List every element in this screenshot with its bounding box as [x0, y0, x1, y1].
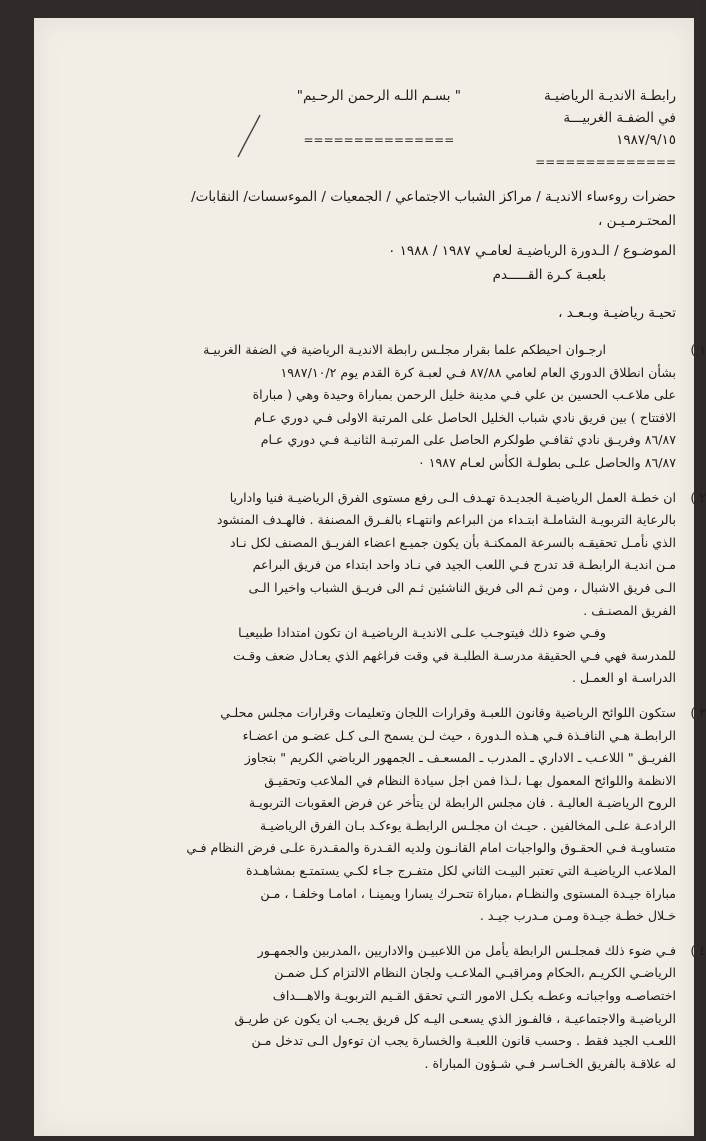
basmala-rule: =============== [303, 133, 455, 147]
addressee-honorific: المحتـرمـيـن ، [597, 213, 676, 229]
header-rule: ============== [535, 155, 676, 169]
text-line: الرابطـة هـي النافـذة فـي هـذه الـدورة ، حيث لـن يسمح الـى كـل عضـو من اعضـاء [242, 727, 676, 743]
text-line: الـى فريق الاشبال ، ومن ثـم الى فريق الناشئين ثـم الى فريـق الشباب واخيرا الـى [248, 579, 676, 595]
text-line: فـي ضوء ذلك فمجلـس الرابطة يأمل من اللاعبيـن والاداريين ،المدربين والجمهـور [257, 942, 676, 958]
organization-region: في الضفـة الغربيـــة [563, 110, 676, 126]
paragraph-number: ٢ ) [690, 489, 706, 505]
text-line: ٨٦/٨٧ وفريـق نادي ثقافـي طولكرم الحاصل على المرتبـة الثانيـة فـي دوري عـام [260, 432, 676, 448]
text-line: للمدرسة فهي فـي الحقيقة مدرسـة الطلبـة في وقت فراغهم الذي يعـادل ضعف وقـت [233, 647, 676, 663]
letter-date: ١٩٨٧/٩/١٥ [616, 132, 676, 148]
paragraph-3 [56, 702, 706, 928]
text-line: الفريق المصنـف . [583, 602, 676, 618]
text-line: ٨٦/٨٧ والحاصل علـى بطولـة الكأس لعـام ١٩٨٧ ٠ [417, 454, 676, 470]
basmala: " بسـم اللـه الرحمن الرحـيم" [296, 88, 461, 104]
pen-mark [234, 113, 264, 159]
text-line: ان خطـة العمل الرياضيـة الجديـدة تهـدف الـى رفع مستوى الفرق الرياضيـة فنيا واداريا [229, 489, 676, 505]
text-line: الملاعب الرياضيـة التي تعتبر البيـت الثاني لكل متفـرج جـاء لكـي يستمتـع بمشاهـدة [246, 863, 676, 879]
paragraph-number: ٣ ) [690, 704, 706, 720]
text-line: الروح الرياضيـة العاليـة . فان مجلس الرابطة لن يتأخر عن فرض العقوبات التربويـة [248, 795, 676, 811]
letter-body [56, 73, 706, 1075]
basmala-block [297, 85, 461, 151]
subject-line: الموضـوع / الـدورة الرياضيـة لعامـي ١٩٨٧ / ١٩٨٨ ٠ [388, 243, 676, 259]
paragraph-4 [56, 940, 706, 1076]
paragraph-number: ٤ ) [690, 942, 706, 958]
paragraph-1 [56, 339, 706, 475]
text-line: الانظمة واللوائح المعمول بهـا ،لـذا فمن اجل سيادة النظام في الملاعب وتحقيـق [264, 772, 676, 788]
text-line: الرياضـي الكريـم ،الحكام ومراقبـي الملاعـب ولجان النظام الالتزام كـل ضمـن [274, 965, 676, 981]
text-line: متساويـة فـي الحقـوق والواجبات امام القانـون ولديه القـدرة والمقـدرة علـى فرض النظام فـي [186, 840, 676, 856]
subject [56, 239, 676, 287]
text-line: الفريـق " اللاعـب ـ الاداري ـ المدرب ـ المسعـف ـ الجمهور الرياضي الكريم " بتجاوز [244, 750, 676, 766]
paragraph-2 [56, 487, 706, 690]
text-line: خـلال خطـة جيـدة ومـن مـدرب جيـد . [479, 908, 676, 924]
organization-block [535, 85, 676, 173]
organization-name: رابطـة الانديـة الرياضيـة [543, 88, 676, 104]
addressee-line: حضرات روءساء الانديـة / مراكز الشباب الاجتماعي / الجمعيات / الموءسسات/ النقابات/ [191, 189, 676, 205]
text-line: الرادعـة علـى المخالفين . حيـث ان مجلـس الرابطـة يوءكـد بـان الفرق الرياضيـة [259, 817, 676, 833]
text-line: الافتتاح ) بين فريق نادي شباب الخليل الحاصل على المرتبة الاولى فـي دوري عـام [253, 409, 676, 425]
addressee [56, 185, 676, 233]
text-line: الدراسـة او العمـل . [571, 670, 676, 686]
text-line: ارجـوان احيطكم علما بقرار مجلـس رابطة الانديـة الرياضية في الضفة الغربيـة [203, 342, 606, 357]
text-line: ستكون اللوائح الرياضية وقانون اللعبـة وقرارات اللجان وتعليمات وقرارات مجلس محلـي [220, 704, 676, 720]
text-line: بشأن انطلاق الدوري العام لعامي ٨٧/٨٨ فـي لعبـة كرة القدم يوم ١٩٨٧/١٠/٢ [280, 364, 676, 380]
text-line: اللعـب الجيد فقط . وحسب قانون اللعبـة والخسارة يجب ان توءول الـى تدخل مـن [251, 1033, 676, 1049]
text-line: وفـي ضوء ذلك فيتوجـب علـى الانديـة الرياضيـة ان تكون امتدادا طبيعيـا [238, 625, 606, 641]
text-line: اختصاصـه وواجباتـه وعطـه بكـل الامور التـي تحقق القـيم التربويـة والاهـــداف [272, 988, 676, 1004]
text-line: الذي نأمـل تحقيقـه بالسرعة الممكنـة بأن يكون جميـع اعضاء الفريـق المصنف لكل نـاد [230, 534, 676, 550]
subject-sport: بلعبـة كـرة القـــــدم [492, 267, 606, 283]
text-line: الرياضيـة والاجتماعيـة ، فالفـوز الذي يسعـى اليـه كل فريق يجـب ان يكون عن طريـق [234, 1010, 676, 1026]
paragraph-number: ١ ) [690, 342, 706, 357]
letter-header [56, 73, 676, 183]
document-page [34, 18, 706, 1136]
text-line: له علاقـة بالفريق الخـاسـر فـي شـؤون المباراة . [424, 1055, 676, 1071]
greeting: تحيـة رياضيـة وبـعـد ، [558, 305, 676, 321]
text-line: بالرعاية التربويـة الشاملـة ابتـداء من البراعم وانتهـاء بالفـرق المصنفة . فالهـدف المنشود [216, 512, 676, 528]
text-line: مباراة جيـدة المستوى والنظـام ،مباراة تتحـرك يسارا ويمينـا ، امامـا وخلفـا ، مـن [260, 885, 676, 901]
text-line: على ملاعـب الحسين بن علي فـي مدينة خليل الرحمن بمباراة وحيدة وهي ( مباراة [252, 387, 676, 403]
text-line: مـن انديـة الرابطـة قد تدرج فـي اللعب الجيد في نـاد واحد ابتداء من فريق البراعم [252, 557, 676, 573]
